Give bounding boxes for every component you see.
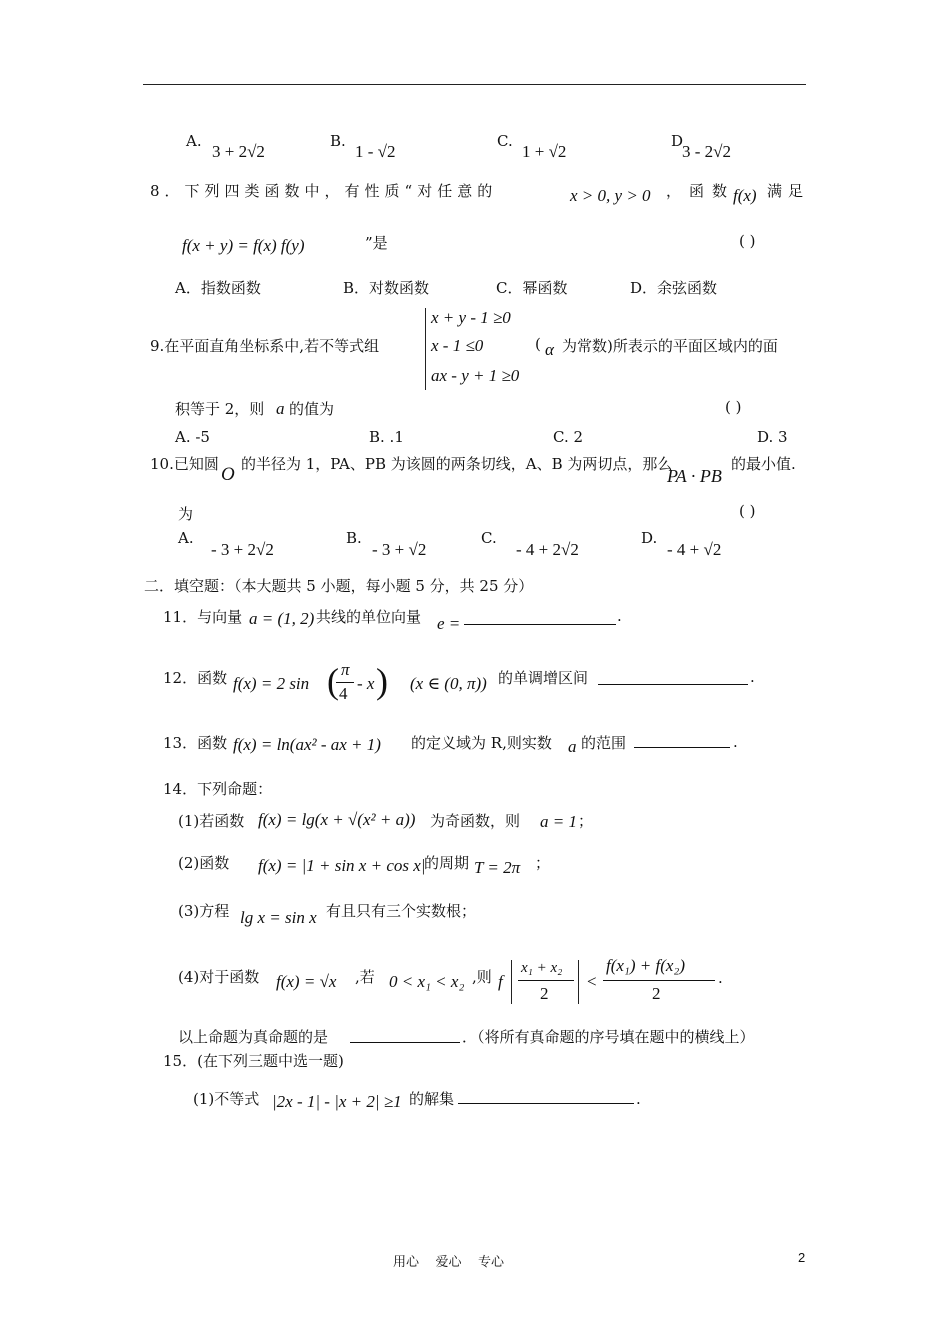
q12-four: 4 <box>339 684 348 703</box>
q10-option-b-expr: - 3 + √2 <box>372 540 427 559</box>
q14-p2-c: T = 2π <box>474 858 521 877</box>
q8-option-c: C．幂函数 <box>496 279 568 297</box>
q12-domain: (x ∈ (0, π)) <box>410 674 487 693</box>
q14-p3-a: (3)方程 <box>178 902 230 920</box>
q9-option-d: D. 3 <box>757 428 788 446</box>
q8-option-b: B．对数函数 <box>343 279 430 297</box>
q7-option-c-label: C. <box>497 132 513 150</box>
q9-answer-bracket: ( ) <box>725 398 742 416</box>
q8-line1-c: 满足 <box>767 182 810 200</box>
q12-fraction-bar <box>336 682 354 683</box>
q14-p2-d: ； <box>535 854 551 872</box>
q15-end: . <box>636 1090 641 1108</box>
q11-lead: 11．与向量 <box>163 608 243 626</box>
q10-mid: 的半径为 1，PA、PB 为该圆的两条切线，A、B 为两切点，那么 <box>241 455 673 473</box>
q15-lead: 15．(在下列三题中选一题) <box>163 1052 344 1070</box>
q13-a-var: a <box>568 737 577 756</box>
q9-option-a: A. -5 <box>175 428 210 446</box>
q10-circle-o: O <box>221 464 235 485</box>
q14-p4-lt: < <box>587 972 597 991</box>
q12-expr: f(x) = 2 sin <box>233 674 310 693</box>
q14-p1-expr: f(x) = lg(x + √(x² + a)) <box>258 810 416 829</box>
page-number: 2 <box>798 1250 806 1265</box>
q11-answer-blank <box>464 623 616 625</box>
q12-answer-blank <box>598 683 748 685</box>
q8-answer-bracket: ( ) <box>739 232 756 250</box>
q15-p1-a: (1)不等式 <box>193 1090 260 1108</box>
q8-line1-b: ，函数 <box>666 182 736 200</box>
q13-tail: 的范围 <box>581 734 627 752</box>
q10-option-b-label: B. <box>346 529 362 547</box>
q11-vector-e: e = <box>437 614 461 633</box>
q8-option-d: D．余弦函数 <box>630 279 718 297</box>
q10-option-a-expr: - 3 + 2√2 <box>211 540 274 559</box>
q9-paren-open: ( <box>535 335 541 353</box>
q9-lead: 9.在平面直角坐标系中,若不等式组 <box>150 337 380 355</box>
q13-expr: f(x) = ln(ax² - ax + 1) <box>233 735 381 754</box>
q10-expr: PA · PB <box>667 466 722 486</box>
q9-alpha: α <box>545 340 554 359</box>
q14-p4-frac-bar-left <box>518 980 574 981</box>
q12-tail: 的单调增区间 <box>498 669 589 687</box>
q14-p3-b: 有且只有三个实数根； <box>326 902 477 920</box>
q14-lead: 14．下列命题： <box>163 780 273 798</box>
q13-end: . <box>733 733 738 751</box>
q13-answer-blank <box>634 746 730 748</box>
footer-motto: 用心 爱心 专心 <box>393 1255 505 1270</box>
q10-answer-bracket: ( ) <box>739 502 756 520</box>
q7-option-b-label: B. <box>330 132 346 150</box>
q14-p4-expr: f(x) = √x <box>276 972 337 991</box>
q7-option-d-label: D <box>671 132 684 150</box>
q14-p4-num-left: x₁ + x₂ <box>521 960 563 976</box>
q8-equation: f(x + y) = f(x) f(y) <box>182 236 305 255</box>
q14-p4-a: (4)对于函数 <box>178 968 260 986</box>
q9-inequality-3: ax - y + 1 ≥0 <box>431 366 520 385</box>
q12-lead: 12．函数 <box>163 669 228 687</box>
section-fill-in-heading: 二．填空题：（本大题共 5 小题，每小题 5 分，共 25 分） <box>144 577 534 595</box>
q9-inequality-1: x + y - 1 ≥0 <box>431 308 511 327</box>
q10-option-a-label: A. <box>178 529 194 547</box>
q14-p1-d: ； <box>578 812 594 830</box>
q15-p1-b: 的解集 <box>409 1090 455 1108</box>
q14-conclusion-b: ．（将所有真命题的序号填在题中的横线上） <box>462 1028 755 1046</box>
q14-p2-b: 的周期 <box>424 854 470 872</box>
q13-lead: 13．函数 <box>163 734 228 752</box>
q9-tail: 为常数)所表示的平面区域内的面 <box>562 337 778 355</box>
q12-end: . <box>750 668 755 686</box>
q10-option-d-expr: - 4 + √2 <box>667 540 722 559</box>
q10-tail: 的最小值. <box>731 455 796 473</box>
q14-p4-frac-bar-right <box>603 980 715 981</box>
q15-p1-expr: |2x - 1| - |x + 2| ≥1 <box>272 1092 402 1111</box>
q14-p1-b: 为奇函数，则 <box>430 812 521 830</box>
q11-vector-a: a = (1, 2) <box>249 609 315 628</box>
q14-p4-d: ,则 <box>472 968 492 986</box>
q8-fx: f(x) <box>733 186 757 205</box>
q14-p4-c: 0 < x₁ < x₂ <box>389 972 465 991</box>
q14-conclusion-a: 以上命题为真命题的是 <box>178 1028 329 1046</box>
header-rule <box>143 84 806 85</box>
q7-option-c-expr: 1 + √2 <box>522 142 567 161</box>
q14-p1-c: a = 1 <box>540 812 577 831</box>
q14-p4-paren-left <box>511 960 512 1004</box>
q8-line1-a: 8．下列四类函数中，有性质“对任意的 <box>150 182 498 200</box>
q9-inequality-2: x - 1 ≤0 <box>431 336 484 355</box>
q7-option-d-expr: 3 - 2√2 <box>682 142 731 161</box>
q14-p3-expr: lg x = sin x <box>240 908 317 927</box>
q14-p4-paren-right <box>578 960 579 1004</box>
q9-a-var: a <box>276 399 285 418</box>
q7-option-a-expr: 3 + 2√2 <box>212 142 265 161</box>
q9-line2-a: 积等于 2，则 <box>175 400 265 418</box>
q14-p4-b: ,若 <box>355 968 375 986</box>
q9-option-c: C. 2 <box>553 428 584 446</box>
q9-line2-b: 的值为 <box>289 400 335 418</box>
q10-line2: 为 <box>178 505 194 523</box>
q12-big-paren-right: ) <box>376 661 388 701</box>
q7-option-b-expr: 1 - √2 <box>355 142 396 161</box>
q9-option-b: B. .1 <box>369 428 404 446</box>
q14-p4-den-left: 2 <box>540 984 549 1003</box>
q10-lead: 10.已知圆 <box>150 455 219 473</box>
q10-option-d-label: D. <box>641 529 658 547</box>
q9-system-brace <box>425 308 426 390</box>
q11-mid: 共线的单位向量 <box>316 608 422 626</box>
q8-option-a: A．指数函数 <box>175 279 261 297</box>
q11-end: . <box>617 607 622 625</box>
q14-p4-f: f <box>498 972 503 991</box>
q14-p1-a: (1)若函数 <box>178 812 245 830</box>
q14-p2-a: (2)函数 <box>178 854 230 872</box>
q12-pi: π <box>341 660 350 679</box>
q8-line2-b: ”是 <box>365 234 388 252</box>
q10-option-c-expr: - 4 + 2√2 <box>516 540 579 559</box>
q14-p4-num-right: f(x₁) + f(x₂) <box>606 956 685 975</box>
q12-minus-x: - x <box>357 674 375 693</box>
q12-big-paren-left: ( <box>327 661 339 701</box>
q10-option-c-label: C. <box>481 529 497 547</box>
q14-p4-den-right: 2 <box>652 984 661 1003</box>
q15-answer-blank <box>458 1102 634 1104</box>
q13-mid: 的定义域为 R,则实数 <box>411 734 552 752</box>
q14-p2-expr: f(x) = |1 + sin x + cos x| <box>258 856 426 875</box>
q8-condition: x > 0, y > 0 <box>570 186 651 205</box>
q14-p4-end: . <box>718 969 723 987</box>
q14-answer-blank <box>350 1041 460 1043</box>
q7-option-a-label: A. <box>186 132 202 150</box>
